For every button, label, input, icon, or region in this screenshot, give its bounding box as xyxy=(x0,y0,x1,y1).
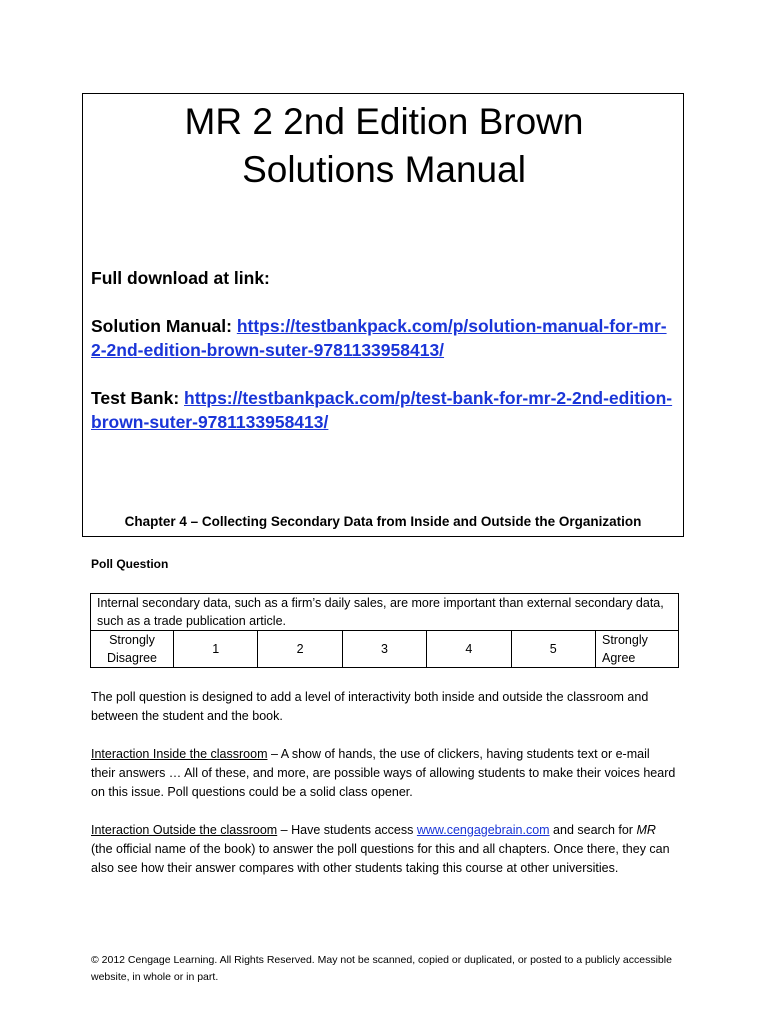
paragraph-outside-classroom xyxy=(91,821,676,878)
poll-question-label: Poll Question xyxy=(91,557,169,571)
title-line-2: Solutions Manual xyxy=(242,149,526,190)
outside-classroom-heading: Interaction Outside the classroom xyxy=(91,823,278,837)
title-line-1: MR 2 2nd Edition Brown xyxy=(184,101,584,142)
book-name-italic: MR xyxy=(636,823,656,837)
scale-strongly-disagree: Strongly Disagree xyxy=(91,631,174,668)
poll-question-text: Internal secondary data, such as a firm’s daily sales, are more important than external secondary data, such as a trade publication article. xyxy=(91,594,679,631)
body-text xyxy=(91,688,676,897)
poll-table xyxy=(90,593,679,668)
download-section xyxy=(91,266,681,434)
page-title xyxy=(0,98,768,194)
inside-classroom-text: – A show of hands, the use of clickers, having students text or e-mail their answers … All of these, and more, are possible ways of allowing students to make their voices heard on this issue. Poll questions could be a solid class opener. xyxy=(91,747,676,799)
scale-strongly-agree: Strongly Agree xyxy=(596,631,679,668)
scale-value-2: 2 xyxy=(258,631,342,668)
test-bank-line xyxy=(91,386,681,434)
scale-value-4: 4 xyxy=(427,631,511,668)
outside-classroom-text-c: (the official name of the book) to answer the poll questions for this and all chapters. Once there, they can also see how their answer compares with other students taking this course at other universities. xyxy=(91,842,670,875)
paragraph-inside-classroom xyxy=(91,745,676,802)
scale-value-1: 1 xyxy=(174,631,258,668)
chapter-title: Chapter 4 – Collecting Secondary Data from Inside and Outside the Organization xyxy=(124,514,642,529)
download-intro: Full download at link: xyxy=(91,268,270,288)
poll-scale-row xyxy=(91,631,679,668)
scale-value-3: 3 xyxy=(342,631,426,668)
test-bank-link[interactable]: https://testbankpack.com/p/test-bank-for-mr-2-2nd-edition-brown-suter-9781133958413/ xyxy=(91,388,673,432)
copyright-footer: © 2012 Cengage Learning. All Rights Reserved. May not be scanned, copied or duplicated, or posted to a publicly accessible website, in whole or in part. xyxy=(91,954,672,983)
solution-manual-line xyxy=(91,314,681,362)
cengagebrain-link[interactable]: www.cengagebrain.com xyxy=(416,823,550,837)
solution-manual-label: Solution Manual: xyxy=(91,316,237,336)
test-bank-label: Test Bank: xyxy=(91,388,185,408)
paragraph-intro: The poll question is designed to add a level of interactivity both inside and outside the classroom and between the student and the book. xyxy=(91,690,649,723)
scale-value-5: 5 xyxy=(511,631,595,668)
outside-classroom-text-a: – Have students access xyxy=(277,823,417,837)
inside-classroom-heading: Interaction Inside the classroom xyxy=(91,747,268,761)
outside-classroom-text-b: and search for xyxy=(549,823,637,837)
solution-manual-link[interactable]: https://testbankpack.com/p/solution-manual-for-mr-2-2nd-edition-brown-suter-9781133958413/ xyxy=(91,316,667,360)
poll-question-row xyxy=(91,594,679,631)
